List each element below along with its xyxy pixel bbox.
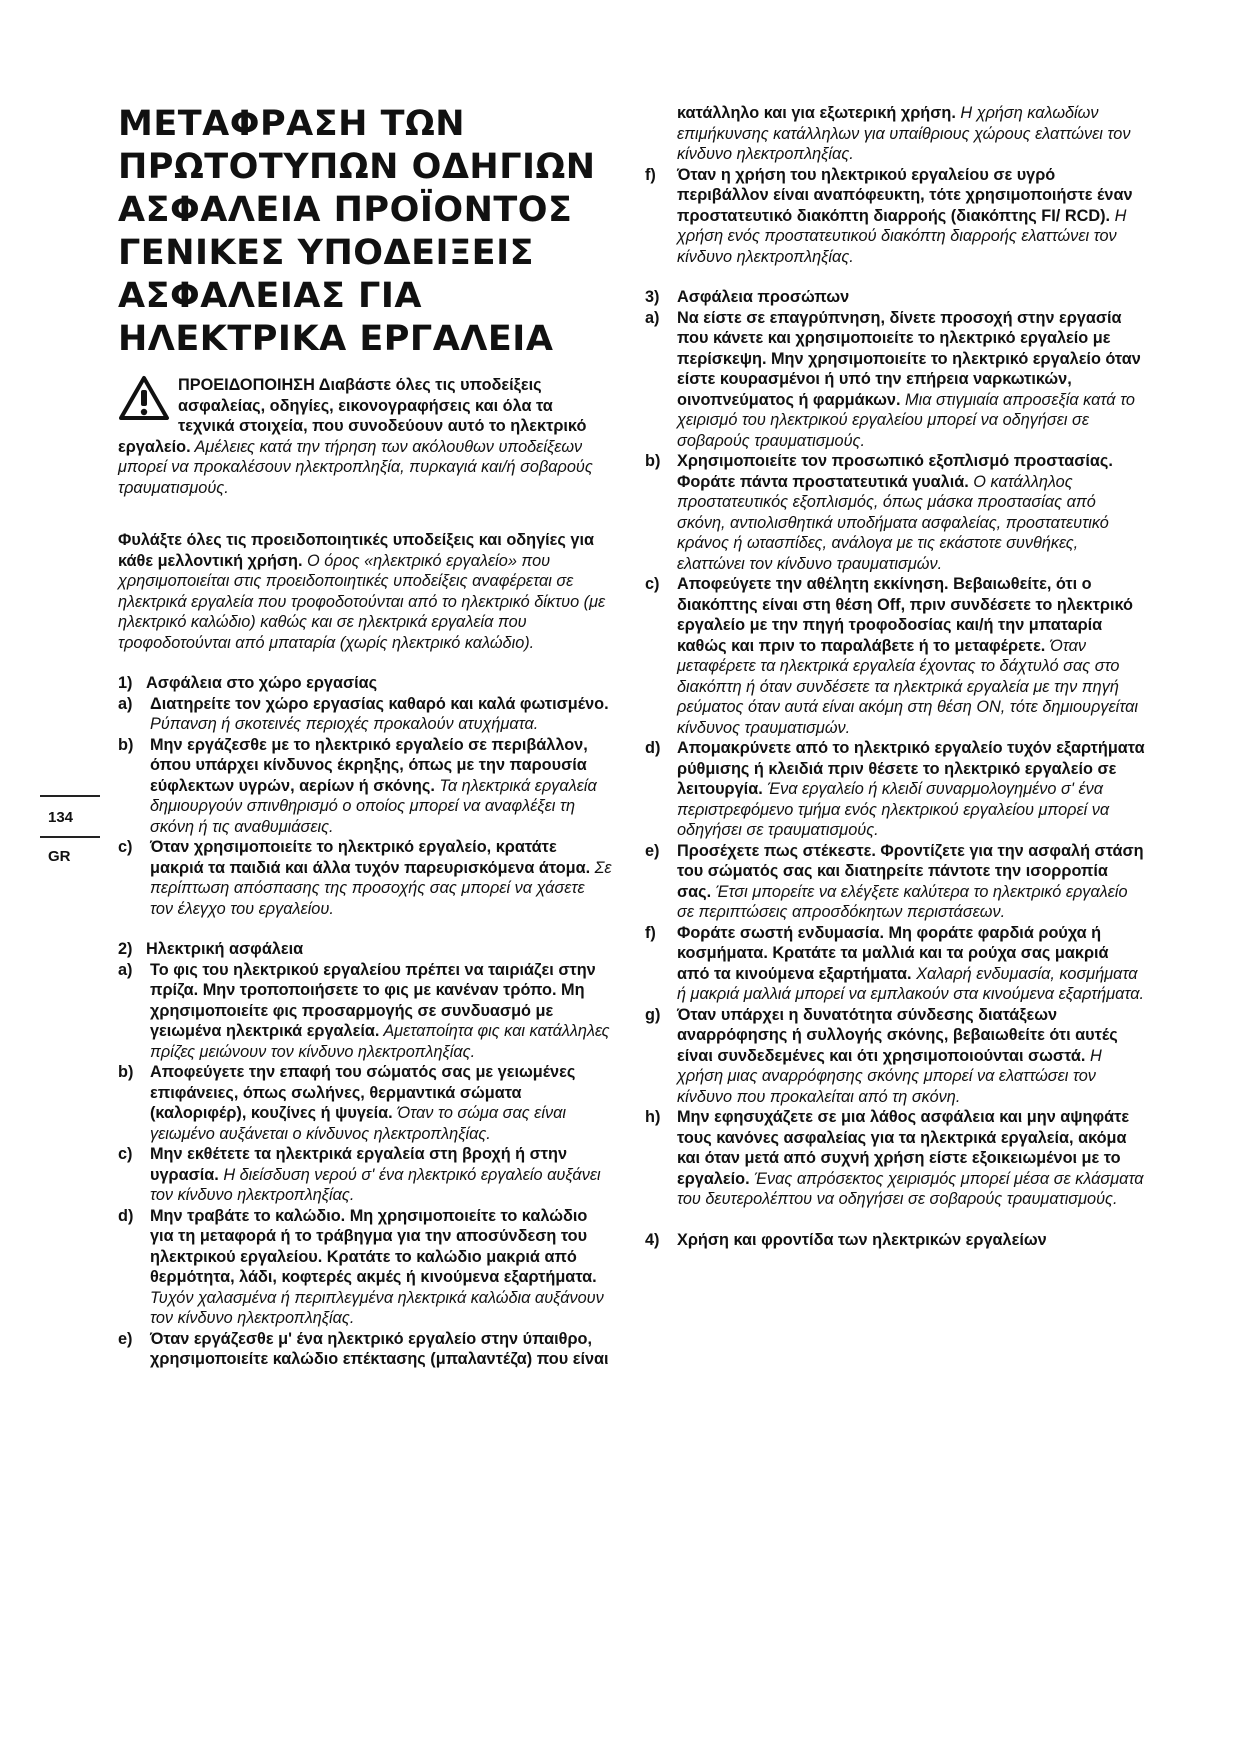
item-letter: c) <box>118 838 133 856</box>
list-item <box>645 738 1145 841</box>
section-number: 2) <box>118 940 133 958</box>
keep-instructions <box>118 530 612 653</box>
section-title: Χρήση και φροντίδα των ηλεκτρικών εργαλείων <box>677 1230 1047 1249</box>
item-italic-text: Αμεταποίητα φις και κατάλληλες πρίζες μειώνουν τον κίνδυνο ηλεκτροπληξίας. <box>150 1022 610 1061</box>
list-item <box>645 165 1145 268</box>
warning-triangle-icon <box>118 375 170 421</box>
left-column <box>118 103 612 1370</box>
section-1-heading <box>118 673 612 694</box>
item-letter: g) <box>645 1005 661 1024</box>
section-number: 3) <box>645 288 660 306</box>
item-italic-text: Ο κατάλληλος προστατευτικός εξοπλισμός, όπως μάσκα προστασίας από σκόνη, αντιολισθητικά υποδήματα ασφαλείας, προστατευτικό κράνος ή ωτασπίδες, ανάλογα με τις εκάστοτε συνθήκες, ελαττώνει τον κίνδυνο τραυματισμών. <box>677 472 1109 573</box>
item-letter: d) <box>118 1206 134 1225</box>
section-title: Ηλεκτρική ασφάλεια <box>146 940 304 958</box>
item-italic-text: Μια στιγμιαία απροσεξία κατά το χειρισμό του ηλεκτρικού εργαλείου μπορεί να οδηγήσει σε σοβαρούς τραυματισμούς. <box>677 390 1135 450</box>
item-letter: c) <box>118 1145 133 1163</box>
section-number: 1) <box>118 674 133 692</box>
item-letter: b) <box>118 1063 134 1081</box>
warning-bold-text: Διαβάστε όλες τις υποδείξεις ασφαλείας, οδηγίες, εικονογραφήσεις και όλα τα τεχνικά στοιχεία, που συνοδεύουν αυτό το ηλεκτρικό εργαλείο. <box>118 376 587 456</box>
keep-italic-text: Ο όρος «ηλεκτρικό εργαλείο» που χρησιμοποιείται στις προειδοποιητικές υποδείξεις αναφέρεται σε ηλεκτρικά εργαλεία που τροφοδοτούνται από το ηλεκτρικό δίκτυο (με ηλεκτρικό καλώδιο) καθώς και σε ηλεκτρικά εργαλεία που τροφοδοτούνται από μπαταρία (χωρίς ηλεκτρικό καλώδιο). <box>118 551 606 652</box>
page-side-marker <box>40 795 100 865</box>
section-number: 4) <box>645 1230 660 1249</box>
item-italic-text: Η χρήση ενός προστατευτικού διακόπτη διαρροής ελαττώνει τον κίνδυνο ηλεκτροπληξίας. <box>677 206 1127 266</box>
page-number: 134 <box>48 809 74 826</box>
item-bold-text: Μην εφησυχάζετε σε μια λάθος ασφάλεια και μην αψηφάτε τους κανόνες ασφαλείας για τα ηλεκτρικά εργαλεία, ακόμα και όταν μετά από συχνή χρήση είστε εξοικειωμένοι με το εργαλείο. <box>677 1108 1130 1188</box>
item-bold-text: Μην τραβάτε το καλώδιο. Μη χρησιμοποιείτε το καλώδιο για τη μεταφορά ή το τράβηγμα για την αποσύνδεση του ηλεκτρικού εργαλείου. Κρατάτε το καλώδιο μακριά από θερμότητα, λάδι, κοφτερές ακμές ή κινούμενα εξαρτήματα. <box>150 1206 597 1286</box>
item-bold-text: Να είστε σε επαγρύπνηση, δίνετε προσοχή στην εργασία που κάνετε και χρησιμοποιείτε το ηλεκτρικό εργαλείο με περίσκεψη. Μην χρησιμοποιείτε το ηλεκτρικό εργαλείο όταν είστε κουρασμένοι ή υπό την επήρεια ναρκωτικών, οινοπνεύματος ή φαρμάκων. <box>677 308 1141 409</box>
list-item <box>645 1107 1145 1210</box>
list-item <box>118 1206 612 1329</box>
item-bold-text: Όταν εργάζεσθε μ' ένα ηλεκτρικό εργαλείο στην ύπαιθρο, χρησιμοποιείτε καλώδιο επέκτασης (μπαλαντέζα) που είναι <box>150 1329 609 1368</box>
item-letter: a) <box>118 694 133 713</box>
item-letter: b) <box>645 452 661 470</box>
item-bold-text: Όταν χρησιμοποιείτε το ηλεκτρικό εργαλείο, κρατάτε μακριά τα παιδιά και άλλα τυχόν παρευρισκόμενα άτομα. <box>150 838 591 877</box>
list-item <box>118 1062 612 1144</box>
item-letter: a) <box>118 960 133 979</box>
item-italic-text: Όταν μεταφέρετε τα ηλεκτρικά εργαλεία έχοντας το δάχτυλό σας στο διακόπτη ή όταν συνδέσετε τα ηλεκτρικά εργαλεία με την πηγή ρεύματος όταν αυτά είναι ακόμη στη θέση ON, τότε δημιουργείται κίνδυνος τραυματισμών. <box>677 636 1138 737</box>
item-italic-text: Η διείσδυση νερού σ' ένα ηλεκτρικό εργαλείο αυξάνει τον κίνδυνο ηλεκτροπληξίας. <box>150 1165 601 1204</box>
item-bold-text: Διατηρείτε τον χώρο εργασίας καθαρό και καλά φωτισμένο. <box>150 694 609 713</box>
warning-italic-text: Αμέλειες κατά την τήρηση των ακόλουθων υποδείξεων μπορεί να προκαλέσουν ηλεκτροπληξία, πυρκαγιά και/ή σοβαρούς τραυματισμούς. <box>118 437 593 497</box>
item-bold-text: Όταν υπάρχει η δυνατότητα σύνδεσης διατάξεων αναρρόφησης ή συλλογής σκόνης, βεβαιωθείτε ότι αυτές είναι συνδεδεμένες και ότι χρησιμοποιούνται σωστά. <box>677 1005 1118 1065</box>
item-bold-text: Μην εκθέτετε τα ηλεκτρικά εργαλεία στη βροχή ή στην υγρασία. <box>150 1145 568 1184</box>
main-title <box>118 103 612 361</box>
list-item <box>645 574 1145 738</box>
list-item <box>645 308 1145 452</box>
item-bold-text: Απομακρύνετε από το ηλεκτρικό εργαλείο τυχόν εξαρτήματα ρύθμισης ή κλειδιά πριν θέσετε το ηλεκτρικό εργαλείο σε λειτουργία. <box>677 739 1145 798</box>
item-italic-text: Τα ηλεκτρικά εργαλεία δημιουργούν σπινθηρισμό ο οποίος μπορεί να αναφλέξει τη σκόνη ή τις αναθυμιάσεις. <box>150 776 597 836</box>
list-item <box>118 1329 612 1370</box>
item-italic-text: Η χρήση καλωδίων επιμήκυνσης κατάλληλων για υπαίθριους χώρους ελαττώνει τον κίνδυνο ηλεκτροπληξίας. <box>677 104 1131 163</box>
item-bold-text: Όταν η χρήση του ηλεκτρικού εργαλείου σε υγρό περιβάλλον είναι αναπόφευκτη, τότε χρησιμοποιήστε έναν προστατευτικό διακόπτη διαρροής (διακόπτης FI/ RCD). <box>677 165 1133 225</box>
item-italic-text: Έτσι μπορείτε να ελέγξετε καλύτερα το ηλεκτρικό εργαλείο σε περιπτώσεις απροσδόκητων περιστάσεων. <box>677 882 1128 921</box>
warning-label: ΠΡΟΕΙΔΟΠΟΙΗΣΗ <box>178 376 315 394</box>
keep-bold-text: Φυλάξτε όλες τις προειδοποιητικές υποδείξεις και οδηγίες για κάθε μελλοντική χρήση. <box>118 531 594 570</box>
item-letter: f) <box>645 165 656 184</box>
item-italic-text: Ένας απρόσεκτος χειρισμός μπορεί μέσα σε κλάσματα του δευτερολέπτου να οδηγήσει σε σοβαρούς τραυματισμούς. <box>677 1169 1144 1208</box>
item-italic-text: Η χρήση μιας αναρρόφησης σκόνης μπορεί να ελαττώσει τον κίνδυνο που προκαλείται από τη σκόνη. <box>677 1046 1102 1106</box>
list-item <box>118 735 612 838</box>
item-italic-text: Τυχόν χαλασμένα ή περιπλεγμένα ηλεκτρικά καλώδια αυξάνουν τον κίνδυνο ηλεκτροπληξίας. <box>150 1288 604 1327</box>
item-italic-text: Σε περίπτωση απόσπασης της προσοχής σας μπορεί να χάσετε τον έλεγχο του εργαλείου. <box>150 858 612 918</box>
item-bold-text: Μην εργάζεσθε με το ηλεκτρικό εργαλείο σε περιβάλλον, όπου υπάρχει κίνδυνος έκρηξης, όπως με την παρουσία εύφλεκτων υγρών, αερίων ή σκόνης. <box>150 735 588 795</box>
list-item <box>118 837 612 919</box>
list-item <box>118 1144 612 1206</box>
right-column <box>645 103 1145 1250</box>
item-bold-text: Το φις του ηλεκτρικού εργαλείου πρέπει να ταιριάζει στην πρίζα. Μην τροποποιήσετε το φις με κανέναν τρόπο. Μη χρησιμοποιείτε φις προσαρμογής σε συνδυασμό με γειωμένα ηλεκτρικά εργαλεία. <box>150 960 596 1040</box>
list-item <box>118 694 612 735</box>
item-letter: h) <box>645 1108 661 1126</box>
title-line: ΑΣΦΑΛΕΙΑΣ ΓΙΑ <box>118 276 422 316</box>
list-item-continuation <box>645 103 1145 165</box>
section-title: Ασφάλεια στο χώρο εργασίας <box>146 674 378 692</box>
title-line: ΠΡΩΤΟΤΥΠΩΝ ΟΔΗΓΙΩΝ <box>118 147 596 187</box>
item-bold-text: Αποφεύγετε την επαφή του σώματός σας με γειωμένες επιφάνειες, όπως σωλήνες, θερμαντικά σώματα (καλοριφέρ), κουζίνες ή ψυγεία. <box>150 1063 576 1122</box>
item-italic-text: Όταν το σώμα σας είναι γειωμένο αυξάνεται ο κίνδυνος ηλεκτροπληξίας. <box>150 1104 566 1143</box>
item-letter: e) <box>118 1329 133 1348</box>
language-code: GR <box>48 848 71 865</box>
list-item <box>645 1005 1145 1108</box>
item-bold-text: Προσέχετε πως στέκεστε. Φροντίζετε για την ασφαλή στάση του σώματός σας και διατηρείτε πάντοτε την ισορροπία σας. <box>677 841 1144 901</box>
item-letter: f) <box>645 923 656 942</box>
list-item <box>118 960 612 1063</box>
item-bold-text: Χρησιμοποιείτε τον προσωπικό εξοπλισμό προστασίας. Φοράτε πάντα προστατευτικά γυαλιά. <box>677 452 1113 491</box>
section-3-heading <box>645 287 1145 308</box>
item-bold-text: κατάλληλο και για εξωτερική χρήση. <box>677 104 956 122</box>
title-line: ΑΣΦΑΛΕΙΑ ΠΡΟΪΟΝΤΟΣ <box>118 190 573 230</box>
item-bold-text: Αποφεύγετε την αθέλητη εκκίνηση. Βεβαιωθείτε, ότι ο διακόπτης είναι στη θέση Off, πριν συνδέσετε το ηλεκτρικό εργαλείο με την πηγή τροφοδοσίας και/ή την μπαταρία καθώς και πριν το παραλάβετε ή το μεταφέρετε. <box>677 575 1133 655</box>
item-letter: a) <box>645 308 660 327</box>
title-line: ΗΛΕΚΤΡΙΚΑ ΕΡΓΑΛΕΙΑ <box>118 319 554 359</box>
list-item <box>645 841 1145 923</box>
list-item <box>645 451 1145 574</box>
item-italic-text: Ένα εργαλείο ή κλειδί συναρμολογημένο σ' ένα περιστρεφόμενο τμήμα ενός ηλεκτρικού εργαλείου μπορεί να οδηγήσει σε τραυματισμούς. <box>677 780 1110 839</box>
item-letter: c) <box>645 575 660 593</box>
title-line: ΓΕΝΙΚΕΣ ΥΠΟΔΕΙΞΕΙΣ <box>118 233 535 273</box>
item-letter: d) <box>645 739 661 757</box>
warning-block <box>118 375 612 498</box>
section-4-heading <box>645 1230 1145 1251</box>
item-bold-text: Φοράτε σωστή ενδυμασία. Μη φοράτε φαρδιά ρούχα ή κοσμήματα. Κρατάτε τα μαλλιά και τα ρούχα σας μακριά από τα κινούμενα εξαρτήματα. <box>677 923 1109 983</box>
item-letter: e) <box>645 841 660 860</box>
item-letter: b) <box>118 735 134 754</box>
title-line: ΜΕΤΑΦΡΑΣΗ ΤΩΝ <box>118 104 465 144</box>
list-item <box>645 923 1145 1005</box>
section-title: Ασφάλεια προσώπων <box>677 288 850 306</box>
item-italic-text: Ρύπανση ή σκοτεινές περιοχές προκαλούν ατυχήματα. <box>150 715 539 733</box>
item-italic-text: Χαλαρή ενδυμασία, κοσμήματα ή μακριά μαλλιά μπορεί να εμπλακούν στα κινούμενα εξαρτήματα. <box>677 964 1145 1003</box>
section-2-heading <box>118 939 612 960</box>
